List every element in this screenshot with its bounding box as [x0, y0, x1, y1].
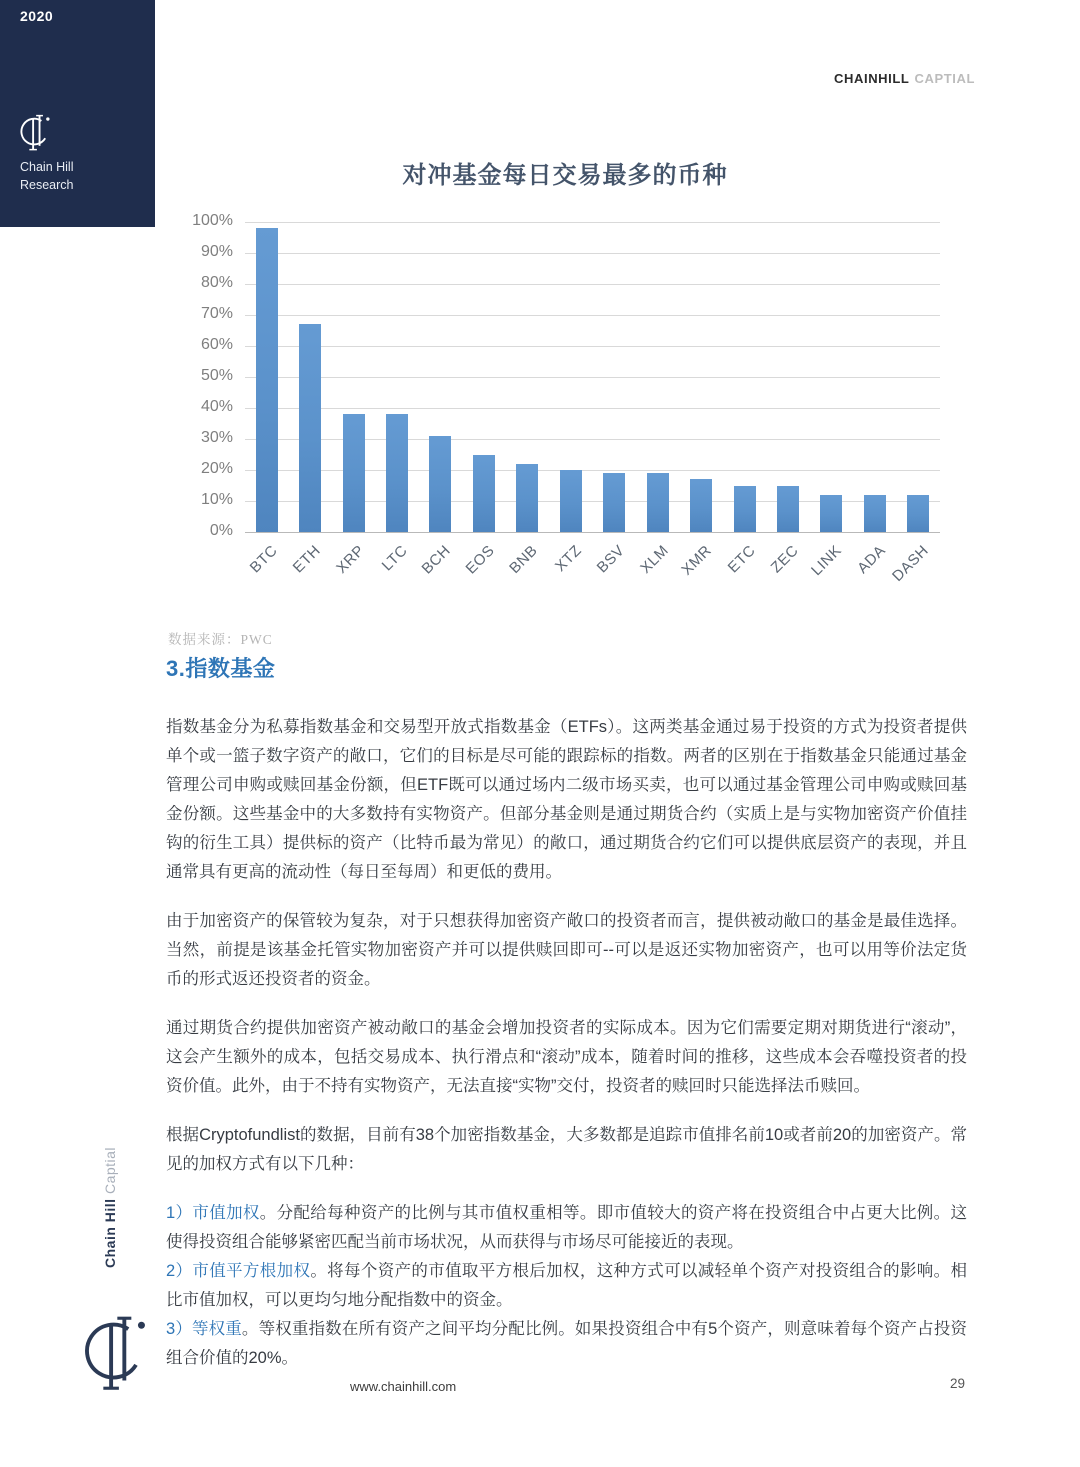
paragraph-1: 指数基金分为私募指数基金和交易型开放式指数基金（ETFs）。这两类基金通过易于投资的方式为投资者提供单个或一篮子数字资产的敞口，它们的目标是尽可能的跟踪标的指数。两者的区别在于指数基金只能通过基金管理公司申购或赎回基金份额，但ETF既可以通过场内二级市场买卖，也可以通过基金管理公司申购或赎回基金份额。这些基金中的大多数持有实物资产。但部分基金则是通过期货合约（实质上是与实物加密资产价值挂钩的衍生工具）提供标的资产（比特币最为常见）的敞口，通过期货合约它们可以提供底层资产的表现，并且通常具有更高的流动性（每日至每周）和更低的费用。 — [166, 718, 967, 881]
gridline — [245, 532, 940, 533]
x-axis-category-label: BCH — [419, 542, 455, 578]
paragraph-3: 通过期货合约提供加密资产被动敞口的基金会增加投资者的实际成本。因为它们需要定期对期货进行“滚动”，这会产生额外的成本，包括交易成本、执行滑点和“滚动”成本，随着时间的推移，这些成本会吞噬投资者的投资价值。此外，由于不持有实物资产，无法直接“实物”交付，投资者的赎回时只能选择法币赎回。 — [166, 1019, 967, 1095]
y-axis-tick-label: 40% — [200, 398, 233, 415]
bar-link — [820, 495, 842, 532]
header-brand-light: CAPTIAL — [914, 71, 975, 86]
y-axis-tick-label: 0% — [209, 522, 233, 539]
bar-xrp — [343, 414, 365, 532]
bar-eos — [473, 455, 495, 533]
bar-xtz — [560, 470, 582, 532]
y-axis-tick-label: 20% — [200, 460, 233, 477]
header-brand — [834, 71, 975, 86]
section-heading: 3.指数基金 — [166, 656, 276, 681]
year-label: 2020 — [20, 8, 54, 24]
side-vertical-brand — [102, 1148, 118, 1268]
x-axis-category-label: ADA — [853, 542, 889, 577]
gridline — [245, 253, 940, 254]
side-brand-bold: Chain Hill — [102, 1198, 118, 1268]
x-axis-category-label: XMR — [678, 542, 716, 579]
chart-source: 数据来源：PWC — [168, 632, 273, 647]
y-axis-tick-label: 100% — [192, 212, 233, 229]
list-item-text: 。将每个资产的市值取平方根后加权，这种方式可以减轻单个资产对投资组合的影响。相比市值加权，可以更均匀地分配指数中的资金。 — [166, 1262, 968, 1309]
weighting-list — [166, 1199, 967, 1373]
x-axis-category-label: ETH — [289, 542, 325, 577]
header-brand-bold: CHAINHILL — [834, 71, 910, 86]
page-number: 29 — [949, 1376, 965, 1391]
org-name-line1: Chain Hill — [20, 160, 74, 174]
corner-banner — [0, 0, 155, 227]
org-name — [20, 158, 74, 194]
x-axis-category-label: BTC — [246, 542, 281, 577]
x-axis-category-label: EOS — [462, 542, 498, 578]
bar-bsv — [603, 473, 625, 532]
paragraph-2: 由于加密资产的保管较为复杂，对于只想获得加密资产敞口的投资者而言，提供被动敞口的基金是最佳选择。当然，前提是该基金托管实物加密资产并可以提供赎回即可--可以是返还实物加密资产，也可以用等价法定货币的形式返还投资者的资金。 — [166, 912, 967, 988]
bar-ada — [864, 495, 886, 532]
x-axis-category-label: ETC — [724, 542, 759, 577]
bar-ltc — [386, 414, 408, 532]
list-item — [166, 1257, 967, 1315]
bar-chart — [192, 212, 940, 585]
footer-url: www.chainhill.com — [350, 1379, 457, 1394]
bar-eth — [299, 324, 321, 532]
x-axis-category-label: DASH — [889, 542, 933, 585]
y-axis-tick-label: 70% — [200, 305, 233, 322]
bar-btc — [256, 228, 278, 532]
x-axis-category-label: XTZ — [551, 542, 585, 576]
x-axis-category-label: ZEC — [767, 542, 802, 577]
list-item — [166, 1199, 967, 1257]
y-axis-tick-label: 90% — [200, 243, 233, 260]
bar-bch — [429, 436, 451, 532]
list-item-lead: 1）市值加权 — [166, 1204, 260, 1222]
list-item-lead: 3）等权重 — [166, 1320, 242, 1338]
chart-title: 对冲基金每日交易最多的币种 — [402, 162, 728, 189]
gridline — [245, 377, 940, 378]
x-axis-category-label: BSV — [593, 542, 629, 577]
article-body — [166, 652, 967, 1373]
x-axis-category-label: LTC — [378, 542, 412, 575]
bar-bnb — [516, 464, 538, 532]
y-axis-tick-label: 80% — [200, 274, 233, 291]
x-axis-category-label: LINK — [808, 542, 846, 580]
paragraph-4: 根据Cryptofundlist的数据，目前有38个加密指数基金，大多数都是追踪市值排名前10或者前20的加密资产。常见的加权方式有以下几种： — [166, 1126, 967, 1173]
list-item — [166, 1315, 967, 1373]
chainhill-logo-icon — [18, 114, 52, 157]
bar-xmr — [690, 479, 712, 532]
bar-etc — [734, 486, 756, 533]
gridline — [245, 284, 940, 285]
y-axis-tick-label: 10% — [200, 491, 233, 508]
bar-xlm — [647, 473, 669, 532]
gridline — [245, 315, 940, 316]
x-axis-category-label: XLM — [636, 542, 672, 577]
list-item-text: 。等权重指数在所有资产之间平均分配比例。如果投资组合中有5个资产，则意味着每个资产占投资组合价值的20%。 — [166, 1320, 967, 1367]
chainhill-logo-icon — [80, 1312, 150, 1401]
list-item-lead: 2）市值平方根加权 — [166, 1262, 311, 1280]
y-axis-tick-label: 60% — [200, 336, 233, 353]
gridline — [245, 408, 940, 409]
y-axis-tick-label: 50% — [200, 367, 233, 384]
org-name-line2: Research — [20, 178, 74, 192]
gridline — [245, 346, 940, 347]
gridline — [245, 222, 940, 223]
side-brand-light: Captial — [102, 1146, 118, 1195]
list-item-text: 。分配给每种资产的比例与其市值权重相等。即市值较大的资产将在投资组合中占更大比例。这使得投资组合能够紧密匹配当前市场状况，从而获得与市场尽可能接近的表现。 — [166, 1204, 967, 1251]
x-axis-category-label: XRP — [332, 542, 368, 577]
bar-zec — [777, 486, 799, 533]
y-axis-tick-label: 30% — [200, 429, 233, 446]
x-axis-category-label: BNB — [506, 542, 542, 577]
bar-dash — [907, 495, 929, 532]
